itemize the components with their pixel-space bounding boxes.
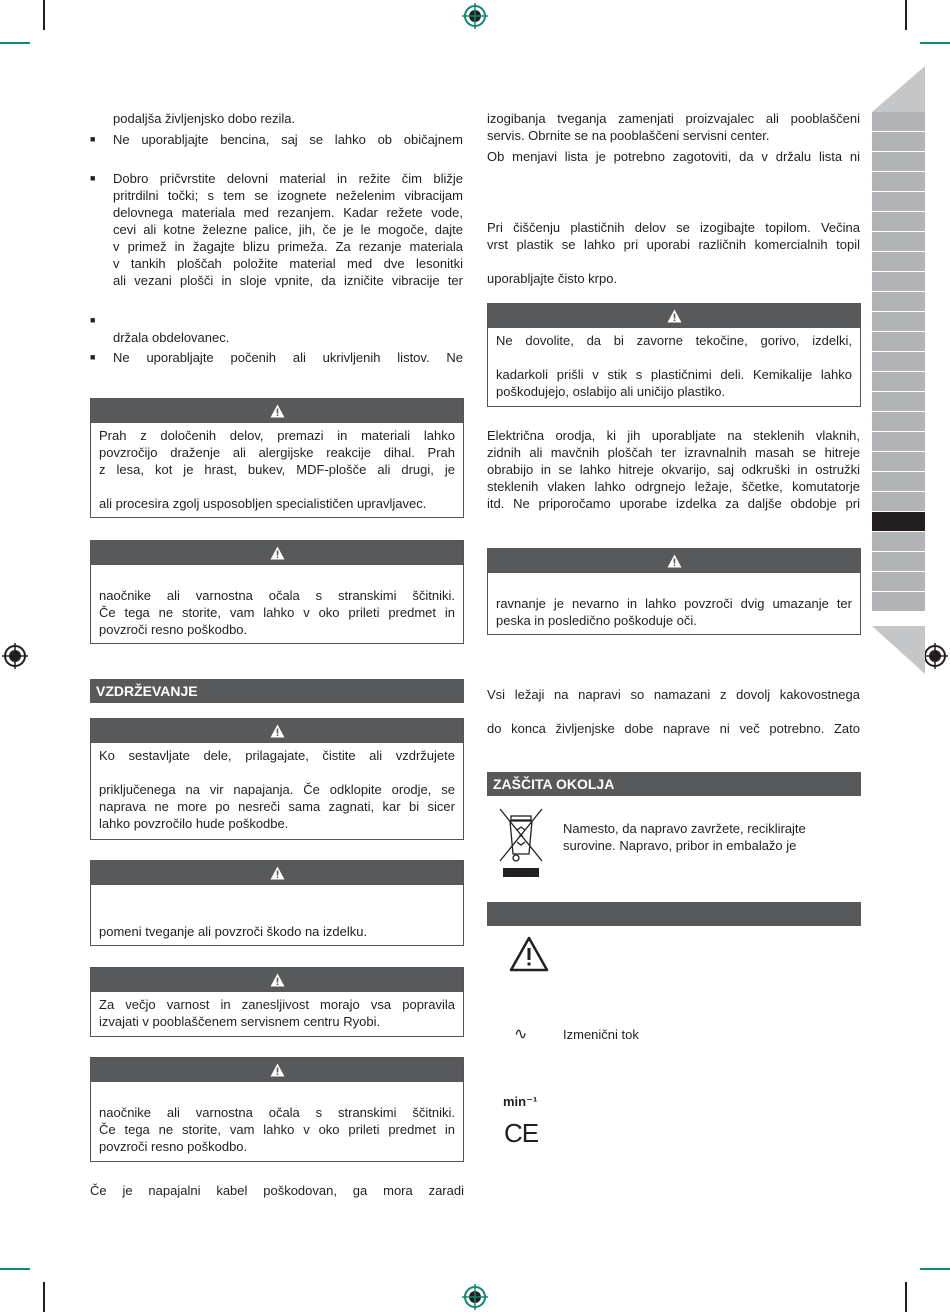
text-line: Če je napajalni kabel poškodovan, ga mora zaradi — [90, 1183, 464, 1198]
bullet-icon: ■ — [90, 315, 96, 325]
language-tab — [872, 592, 925, 612]
language-tab-active — [872, 512, 925, 532]
warning-box — [487, 303, 861, 407]
language-tab — [872, 572, 925, 592]
warning-header — [91, 968, 463, 992]
crop-mark-bottom-right-h — [920, 1268, 950, 1270]
language-tab — [872, 552, 925, 572]
crop-mark-bottom-right — [905, 1282, 907, 1312]
bullet-icon: ■ — [90, 134, 96, 144]
language-tab — [872, 172, 925, 192]
text-line: z lesa, kot je hrast, bukev, MDF-plošče ali drugi, je — [99, 462, 455, 477]
text-line: povzroči resno poškodbo. — [99, 622, 248, 637]
text-line: pritrdilni točki; s tem se izognete neželenim vibracijam — [113, 188, 463, 203]
warning-triangle-icon — [270, 546, 285, 560]
warning-body — [91, 992, 463, 1034]
bullet-icon: ■ — [90, 173, 96, 183]
text-line: delovnega materiala med rezanjem. Kadar režete vode, — [113, 205, 463, 220]
warning-triangle-icon — [667, 554, 682, 568]
language-tab — [872, 392, 925, 412]
rpm-symbol: min⁻¹ — [503, 1094, 538, 1109]
language-tab — [872, 372, 925, 392]
warning-box — [90, 1057, 464, 1162]
crop-mark-bottom-left-h — [0, 1268, 30, 1270]
warning-triangle-icon — [270, 1063, 285, 1077]
text-line: Če tega ne storite, vam lahko v oko prileti predmet in — [99, 1122, 455, 1137]
language-tab — [872, 352, 925, 372]
text-line — [496, 349, 852, 366]
tab-bottom-triangle — [872, 626, 925, 674]
warning-header — [91, 399, 463, 423]
section-heading-symbols — [487, 902, 861, 926]
crop-mark-top-right-h — [920, 42, 950, 44]
text-line: ali vezani plošči in sloje vpnite, da izničite vibracije ter — [113, 273, 463, 288]
crop-mark-top-right — [905, 0, 907, 30]
warning-body — [488, 328, 860, 404]
text-line: naočnike ali varnostna očala s stranskimi ščitniki. — [99, 1105, 455, 1120]
warning-box — [90, 398, 464, 518]
language-tab — [872, 452, 925, 472]
text-line: držala obdelovanec. — [113, 330, 230, 345]
warning-box — [90, 718, 464, 840]
text-line: peska in posledično poškoduje oči. — [496, 613, 697, 628]
language-tab — [872, 192, 925, 212]
registration-mark-right-icon — [922, 643, 948, 669]
language-tab — [872, 152, 925, 172]
bullet-text: Ne uporabljajte bencina, saj se lahko ob običajnem — [113, 132, 463, 147]
text-line: Prah z določenih delov, premazi in materiali lahko — [99, 428, 455, 443]
language-tab — [872, 232, 925, 252]
language-tab — [872, 212, 925, 232]
text-line: kadarkoli prišli v stik s plastičnimi deli. Kemikalije lahko — [496, 367, 852, 382]
language-tab — [872, 252, 925, 272]
warning-header — [91, 861, 463, 885]
text-line: Izmenični tok — [563, 1027, 639, 1042]
warning-box — [487, 548, 861, 635]
text-line: servis. Obrnite se na pooblaščeni servisni center. — [487, 128, 770, 143]
bullet-paragraph — [113, 170, 463, 289]
section-heading-environment: ZAŠČITA OKOLJA — [487, 772, 861, 796]
text-line: surovine. Napravo, pribor in embalažo je — [563, 838, 797, 853]
bullet-text: Ne uporabljajte počenih ali ukrivljenih listov. Ne — [113, 350, 463, 365]
language-tabs — [872, 112, 925, 612]
language-tab — [872, 292, 925, 312]
language-tab — [872, 332, 925, 352]
text-line: Za večjo varnost in zanesljivost morajo vsa popravila — [99, 997, 455, 1012]
text-line: Električna orodja, ki jih uporabljate na steklenih vlaknih, — [487, 428, 860, 443]
text-line: Dobro pričvrstite delovni material in režite čim bližje — [113, 171, 463, 186]
warning-body — [91, 1082, 463, 1159]
warning-box — [90, 860, 464, 946]
text-line: ali procesira zgolj usposobljen specialističen upravljavec. — [99, 496, 427, 511]
text-line: zidnih ali mavčnih ploščah ter izravnalnih masah se hitreje — [487, 445, 860, 460]
text-line: Vsi ležaji na napravi so namazani z dovolj kakovostnega — [487, 687, 860, 702]
language-tab — [872, 312, 925, 332]
language-tab — [872, 432, 925, 452]
ce-mark-icon: CE — [504, 1118, 539, 1148]
text-line: priključenega na vir napajanja. Če odklopite orodje, se — [99, 782, 455, 797]
warning-body — [91, 423, 463, 516]
language-tab — [872, 492, 925, 512]
text-line: izogibanja tveganja zamenjati proizvajalec ali pooblaščeni — [487, 111, 860, 126]
warning-triangle-icon — [667, 309, 682, 323]
section-heading-maintenance: VZDRŽEVANJE — [90, 679, 464, 703]
text-line: lahko povzročilo hude poškodbe. — [99, 816, 289, 831]
text-line: izvajati v pooblaščenem servisnem centru Ryobi. — [99, 1014, 381, 1029]
text-line — [99, 764, 455, 781]
registration-mark-top-icon — [462, 3, 488, 29]
warning-box — [90, 967, 464, 1037]
text-line: Ne dovolite, da bi zavorne tekočine, gorivo, izdelki, — [496, 333, 852, 348]
text-line: uporabljajte čisto krpo. — [487, 271, 618, 286]
warning-triangle-icon — [270, 866, 285, 880]
tab-top-triangle — [872, 66, 925, 112]
text-line: Namesto, da napravo zavržete, reciklirajte — [563, 821, 806, 836]
warning-header — [488, 549, 860, 573]
paragraph — [487, 427, 860, 512]
text-line: Ob menjavi lista je potrebno zagotoviti, da v držalu lista ni — [487, 149, 860, 164]
warning-triangle-icon — [270, 724, 285, 738]
text-line: naočnike ali varnostna očala s stranskimi ščitniki. — [99, 588, 455, 603]
crop-mark-top-left-h — [0, 42, 30, 44]
language-tab — [872, 472, 925, 492]
crop-mark-bottom-left — [43, 1282, 45, 1312]
language-tab — [872, 412, 925, 432]
wee-bin-crossed-icon — [497, 806, 545, 878]
text-line: v tankih ploščah položite material med dve lesonitki — [113, 256, 463, 271]
warning-header — [91, 541, 463, 565]
text-line: naprava ne more po nesreči sama zagnati, kar bi sicer — [99, 799, 455, 814]
registration-mark-bottom-icon — [462, 1284, 488, 1310]
warning-body — [91, 743, 463, 836]
warning-body — [91, 885, 463, 944]
text-line: poškodujejo, oslabijo ali uničijo plastiko. — [496, 384, 726, 399]
language-tab — [872, 132, 925, 152]
warning-triangle-icon — [270, 973, 285, 987]
text-line: Ko sestavljate dele, prilagajate, čistite ali vzdržujete — [99, 748, 455, 763]
text-line: do konca življenjske dobe naprave ni več potrebno. Zato — [487, 721, 860, 736]
warning-triangle-icon — [270, 404, 285, 418]
warning-header — [91, 719, 463, 743]
warning-triangle-icon — [508, 935, 550, 973]
registration-mark-left-icon — [2, 643, 28, 669]
text-line: obrabijo in se lahko hitreje okvarijo, saj odkruški in ostružki — [487, 462, 860, 477]
bullet-icon: ■ — [90, 352, 96, 362]
warning-body — [488, 573, 860, 633]
text-line: cevi ali kotne železne palice, jih, če je le mogoče, dajte — [113, 222, 463, 237]
warning-header — [488, 304, 860, 328]
warning-body — [91, 565, 463, 642]
text-line: vrst plastik se lahko pri uporabi različnih komercialnih topil — [487, 237, 860, 252]
text-line — [99, 478, 455, 495]
text-line: steklenih vlaken lahko odrgnejo ležaje, ščetke, komutatorje — [487, 479, 860, 494]
crop-mark-top-left — [43, 0, 45, 30]
warning-box — [90, 540, 464, 644]
language-tab — [872, 272, 925, 292]
text-line: pomeni tveganje ali povzroči škodo na izdelku. — [99, 924, 368, 939]
warning-header — [91, 1058, 463, 1082]
text-line: v primež in žagajte blizu primeža. Za rezanje materiala — [113, 239, 463, 254]
text-line: povzročijo draženje ali alergijske reakcije dihal. Prah — [99, 445, 455, 460]
ac-current-icon: ∿ — [514, 1026, 528, 1043]
text-line: Če tega ne storite, vam lahko v oko prileti predmet in — [99, 605, 455, 620]
text-line: ravnanje je nevarno in lahko povzroči dvig umazanje ter — [496, 596, 852, 611]
text-line: itd. Ne priporočamo uporabe izdelka za daljše obdobje pri — [487, 496, 860, 511]
text-line: podaljša življenjsko dobo rezila. — [113, 111, 296, 126]
text-line: Pri čiščenju plastičnih delov se izogibajte topilom. Večina — [487, 220, 860, 235]
text-line: povzroči resno poškodbo. — [99, 1139, 248, 1154]
language-tab — [872, 112, 925, 132]
language-tab — [872, 532, 925, 552]
